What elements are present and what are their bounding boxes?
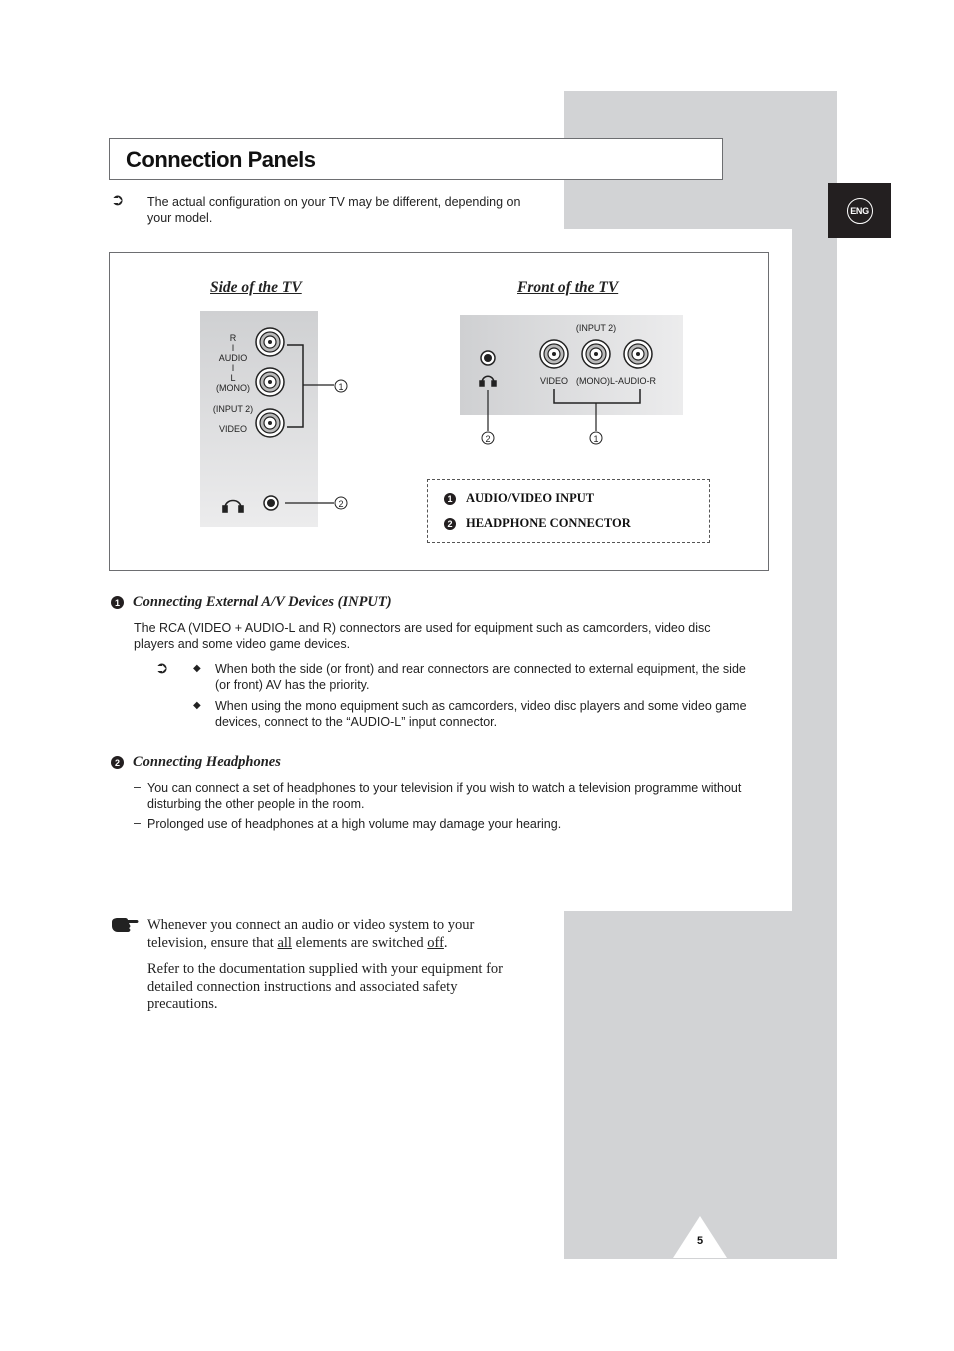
pointing-hand-icon [110,916,140,934]
dash-bullet: – [134,780,141,794]
front-headphone-jack [481,351,495,365]
side-rca-jack-video [256,409,284,437]
front-label-video: VIDEO [539,376,569,386]
section-1-bullet-2 [215,698,775,730]
section-1-body [134,620,774,652]
side-label-audio: AUDIO [218,353,248,363]
safety-text: . [443,934,448,951]
side-label-input2: (INPUT 2) [212,404,254,414]
side-of-tv-heading: Side of the TV [210,279,302,296]
safety-para2-line: precautions. [147,996,218,1012]
diamond-bullet-icon: ◆ [193,700,201,711]
front-panel-illustration [455,310,690,450]
safety-note-para-1 [147,917,547,952]
safety-para2-line: Refer to the documentation supplied with your equipment for [147,961,503,977]
side-label-l: L [230,373,236,383]
item-line: disturbing the other people in the room. [147,797,365,811]
side-rca-jack-r [256,328,284,356]
margin-band-bottom [564,911,837,1259]
safety-emphasis-all: all [277,934,292,951]
side-label-bar-1: I [231,343,235,353]
language-tab-label: ENG [847,198,873,224]
note-line-2: your model. [147,211,213,225]
item-line: Prolonged use of headphones at a high volume may damage your hearing. [147,817,562,831]
front-callout-1-text: 1 [593,434,599,444]
page-number-marker [673,1216,727,1258]
front-label-input2: (INPUT 2) [575,323,617,333]
front-of-tv-heading: Front of the TV [517,279,619,296]
side-label-r: R [229,333,237,343]
safety-emphasis-off: off [427,934,444,951]
diagram-legend [427,479,710,543]
language-tab [828,183,891,238]
side-label-video: VIDEO [218,424,248,434]
side-label-mono: (MONO) [216,383,250,393]
side-callout-1-text: 1 [338,382,344,392]
margin-band-middle [792,229,837,911]
front-panel-plate [460,315,683,415]
legend-item-av-input [444,491,594,506]
section-2-heading [111,754,281,771]
title-box [109,138,723,180]
page-title: Connection Panels [126,147,316,172]
side-callout-2-text: 2 [338,499,344,509]
section-number-badge: 2 [111,756,124,769]
dash-bullet: – [134,816,141,830]
side-label-bar-2: I [231,363,235,373]
section-1-bullet-1 [215,661,775,693]
section-1-heading [111,594,392,611]
note-line-1: The actual configuration on your TV may be different, depending on [147,195,521,209]
front-rca-jack-r [624,340,652,368]
diamond-bullet-icon: ◆ [193,663,201,674]
section-2-heading-text: Connecting Headphones [133,754,281,770]
legend-number-badge: 2 [444,518,456,530]
legend-number-badge: 1 [444,493,456,505]
safety-text: elements are switched [291,934,428,951]
safety-text: television, ensure that [147,934,278,951]
page-number: 5 [696,1235,704,1247]
front-rca-jack-l [582,340,610,368]
safety-para2-line: detailed connection instructions and associated safety [147,978,458,995]
side-rca-jack-l [256,368,284,396]
note-text [147,194,557,226]
section-2-item-2 [147,816,777,832]
bullet-line: (or front) AV has the priority. [215,678,370,692]
legend-item-headphone [444,516,631,531]
side-panel-illustration [195,305,360,535]
safety-note-para-2 [147,961,547,1014]
item-line: You can connect a set of headphones to your television if you wish to watch a television programme without [147,781,742,795]
section-number-badge: 1 [111,596,124,609]
legend-label: AUDIO/VIDEO INPUT [466,491,595,505]
bullet-line: When using the mono equipment such as camcorders, video disc players and some video game [215,699,747,713]
bullet-line: When both the side (or front) and rear connectors are connected to external equipment, the side [215,662,746,676]
section-1-heading-text: Connecting External A/V Devices (INPUT) [133,594,392,610]
note-arrow-icon: ➲ [111,192,125,209]
note-arrow-icon: ➲ [155,660,169,677]
section-1-body-line-2: players and some video game devices. [134,637,351,651]
front-rca-jack-video [540,340,568,368]
section-2-item-1 [147,780,777,812]
safety-line-1: Whenever you connect an audio or video system to your [147,917,475,933]
legend-label: HEADPHONE CONNECTOR [466,516,631,530]
bullet-line: devices, connect to the “AUDIO-L” input connector. [215,715,498,729]
section-1-body-line-1: The RCA (VIDEO + AUDIO-L and R) connectors are used for equipment such as camcorders, video disc [134,621,711,635]
safety-line-2 [147,935,547,953]
front-callout-2-text: 2 [485,434,491,444]
front-label-mono-audio: (MONO)L-AUDIO-R [576,376,656,386]
side-headphone-jack [264,496,278,510]
